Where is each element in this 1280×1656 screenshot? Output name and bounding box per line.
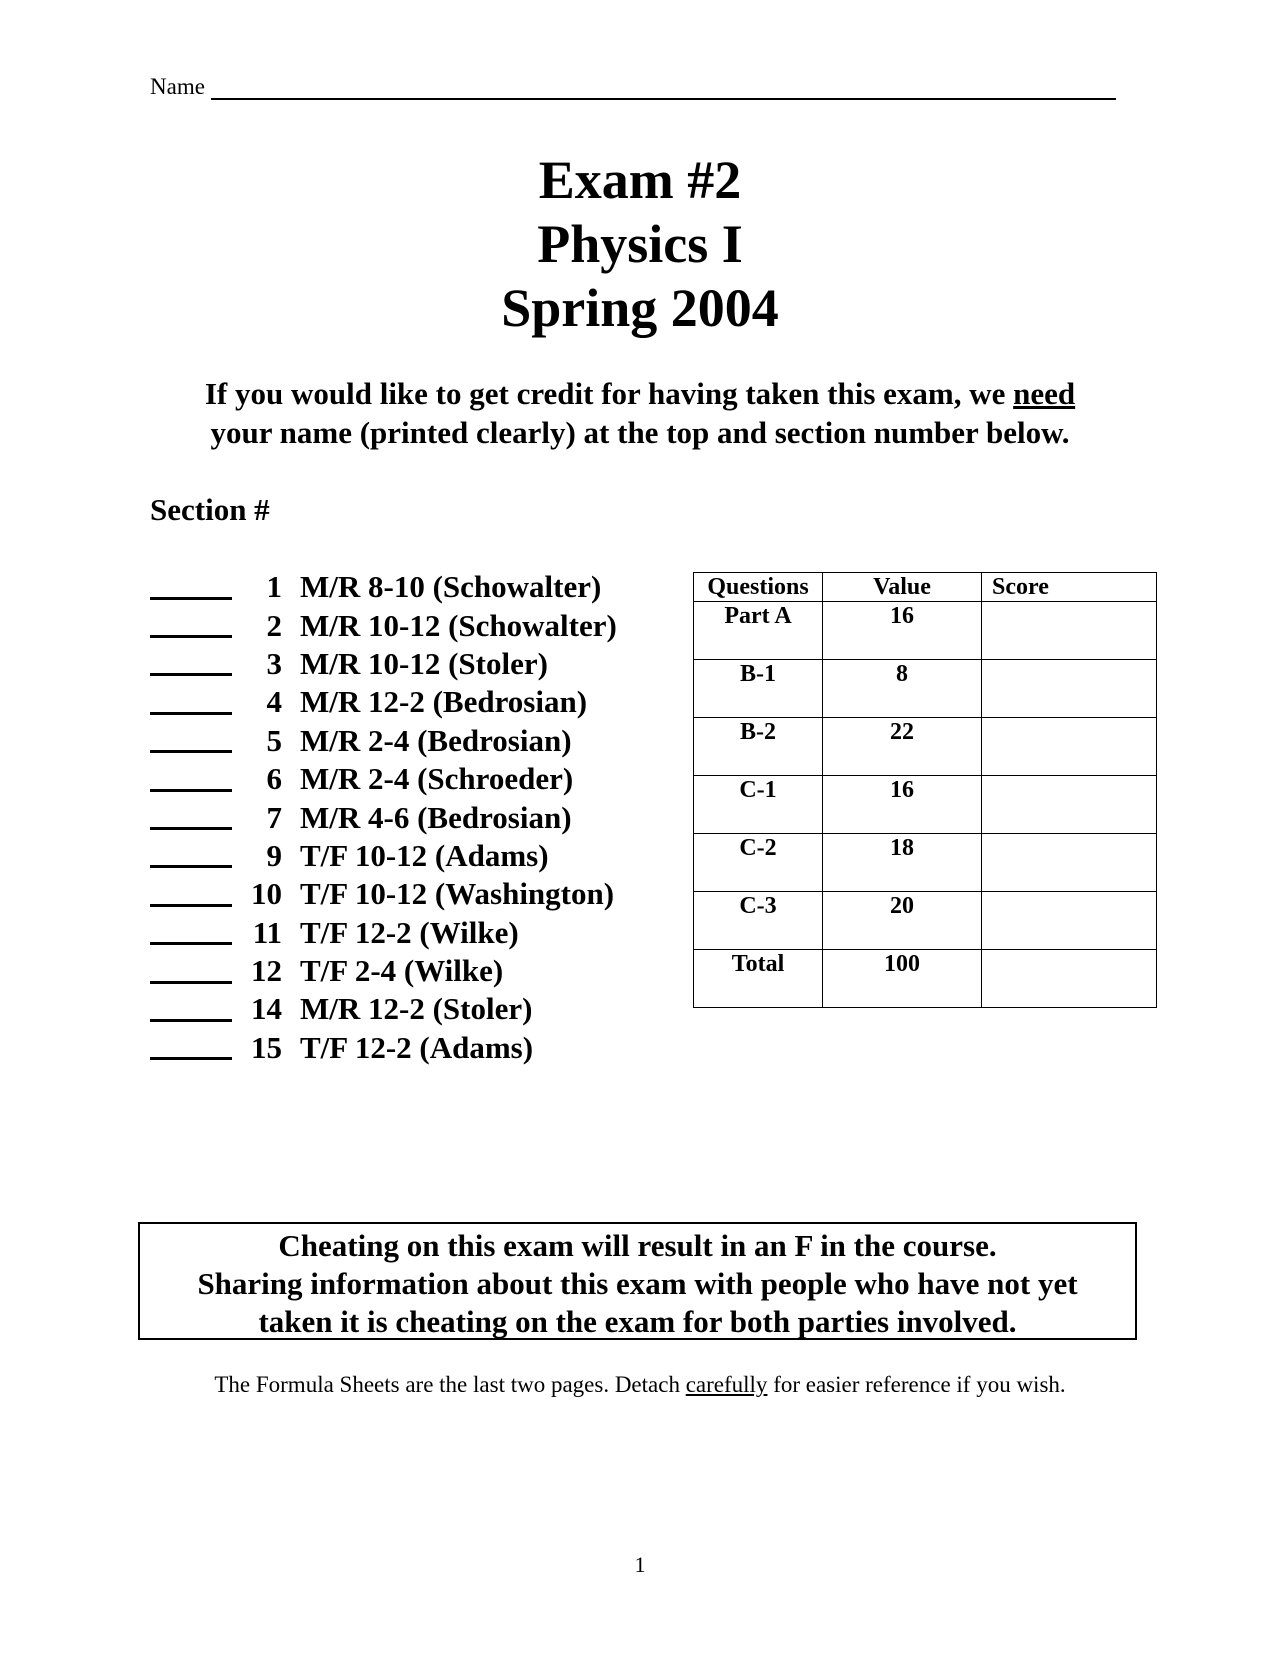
score-cell[interactable] bbox=[982, 660, 1157, 718]
section-option bbox=[150, 952, 617, 990]
score-cell[interactable] bbox=[982, 950, 1157, 1008]
section-heading: Section # bbox=[150, 492, 270, 527]
carefully-emphasis: carefully bbox=[685, 1372, 768, 1397]
section-option bbox=[150, 645, 617, 683]
section-number: 15 bbox=[251, 1029, 282, 1065]
section-check-blank[interactable] bbox=[150, 613, 232, 638]
score-table-row bbox=[694, 660, 1157, 718]
section-label: T/F 12-2 (Adams) bbox=[300, 1029, 534, 1065]
section-option bbox=[150, 1029, 617, 1067]
section-label: M/R 2-4 (Bedrosian) bbox=[300, 722, 572, 758]
section-label: T/F 2-4 (Wilke) bbox=[300, 953, 504, 989]
value-header: Value bbox=[823, 573, 982, 602]
section-number: 12 bbox=[251, 953, 282, 989]
value-cell: 22 bbox=[823, 718, 982, 776]
section-check-blank[interactable] bbox=[150, 1035, 232, 1060]
section-label: M/R 12-2 (Stoler) bbox=[300, 991, 533, 1027]
name-label: Name bbox=[150, 74, 205, 99]
course-name: Physics I bbox=[537, 214, 743, 274]
score-table-row bbox=[694, 950, 1157, 1008]
value-cell: 18 bbox=[823, 834, 982, 892]
cheating-warning-box bbox=[138, 1222, 1137, 1340]
section-number: 2 bbox=[266, 607, 282, 643]
section-option bbox=[150, 914, 617, 952]
term: Spring 2004 bbox=[501, 278, 779, 338]
section-option bbox=[150, 683, 617, 721]
section-check-blank[interactable] bbox=[150, 843, 232, 868]
question-cell: B-1 bbox=[694, 660, 823, 718]
section-number: 7 bbox=[266, 799, 282, 835]
score-cell[interactable] bbox=[982, 602, 1157, 660]
section-number: 9 bbox=[266, 837, 282, 873]
question-cell: Total bbox=[694, 950, 823, 1008]
question-cell: Part A bbox=[694, 602, 823, 660]
section-label: T/F 10-12 (Adams) bbox=[300, 837, 549, 873]
section-check-blank[interactable] bbox=[150, 767, 232, 792]
section-option bbox=[150, 722, 617, 760]
score-table-row bbox=[694, 776, 1157, 834]
value-cell: 8 bbox=[823, 660, 982, 718]
section-check-blank[interactable] bbox=[150, 575, 232, 600]
section-list bbox=[150, 568, 617, 1067]
score-cell[interactable] bbox=[982, 776, 1157, 834]
formula-sheet-note: The Formula Sheets are the last two pages. Detach carefully for easier reference if you wish. bbox=[214, 1372, 1066, 1397]
section-number: 1 bbox=[266, 569, 282, 605]
score-table-header bbox=[694, 573, 1157, 602]
need-emphasis: need bbox=[1013, 376, 1076, 411]
section-check-blank[interactable] bbox=[150, 882, 232, 907]
section-option bbox=[150, 798, 617, 836]
credit-notice-line1: If you would like to get credit for having taken this exam, we need bbox=[204, 376, 1076, 411]
section-option bbox=[150, 875, 617, 913]
section-number: 3 bbox=[266, 645, 282, 681]
name-field-line bbox=[150, 74, 1116, 100]
section-number: 14 bbox=[251, 991, 282, 1027]
credit-notice bbox=[0, 374, 1280, 452]
section-label: M/R 4-6 (Bedrosian) bbox=[300, 799, 572, 835]
value-cell: 20 bbox=[823, 892, 982, 950]
section-label: T/F 12-2 (Wilke) bbox=[300, 914, 519, 950]
score-table-row bbox=[694, 892, 1157, 950]
section-label: M/R 10-12 (Stoler) bbox=[300, 645, 548, 681]
section-number: 11 bbox=[252, 914, 282, 950]
exam-number: Exam #2 bbox=[538, 150, 742, 210]
questions-header: Questions bbox=[694, 573, 823, 602]
section-label: M/R 8-10 (Schowalter) bbox=[300, 569, 602, 605]
section-option bbox=[150, 990, 617, 1028]
section-label: M/R 12-2 (Bedrosian) bbox=[300, 684, 588, 720]
section-check-blank[interactable] bbox=[150, 997, 232, 1022]
section-number: 6 bbox=[266, 761, 282, 797]
score-table bbox=[693, 572, 1157, 1008]
section-number: 10 bbox=[251, 876, 282, 912]
section-check-blank[interactable] bbox=[150, 728, 232, 753]
question-cell: C-3 bbox=[694, 892, 823, 950]
value-cell: 16 bbox=[823, 776, 982, 834]
exam-title bbox=[0, 148, 1280, 340]
section-option bbox=[150, 760, 617, 798]
section-check-blank[interactable] bbox=[150, 651, 232, 676]
section-option bbox=[150, 568, 617, 606]
credit-notice-line2: your name (printed clearly) at the top and section number below. bbox=[210, 415, 1070, 450]
section-label: T/F 10-12 (Washington) bbox=[300, 876, 615, 912]
score-table-row bbox=[694, 834, 1157, 892]
warning-line2: Sharing information about this exam with people who have not yet bbox=[197, 1266, 1078, 1301]
section-label: M/R 2-4 (Schroeder) bbox=[300, 761, 574, 797]
score-header: Score bbox=[982, 573, 1157, 602]
name-blank bbox=[211, 74, 1116, 100]
section-number: 5 bbox=[266, 722, 282, 758]
warning-line1: Cheating on this exam will result in an F in the course. bbox=[278, 1228, 997, 1263]
question-cell: C-2 bbox=[694, 834, 823, 892]
score-cell[interactable] bbox=[982, 834, 1157, 892]
question-cell: B-2 bbox=[694, 718, 823, 776]
section-label: M/R 10-12 (Schowalter) bbox=[300, 607, 617, 643]
score-cell[interactable] bbox=[982, 892, 1157, 950]
section-number: 4 bbox=[266, 684, 282, 720]
score-cell[interactable] bbox=[982, 718, 1157, 776]
score-table-row bbox=[694, 602, 1157, 660]
page-number: 1 bbox=[634, 1552, 646, 1577]
section-check-blank[interactable] bbox=[150, 805, 232, 830]
question-cell: C-1 bbox=[694, 776, 823, 834]
score-table-row bbox=[694, 718, 1157, 776]
value-cell: 100 bbox=[823, 950, 982, 1008]
section-option bbox=[150, 606, 617, 644]
section-check-blank[interactable] bbox=[150, 920, 232, 945]
value-cell: 16 bbox=[823, 602, 982, 660]
warning-line3: taken it is cheating on the exam for both parties involved. bbox=[258, 1304, 1017, 1339]
section-check-blank[interactable] bbox=[150, 959, 232, 984]
section-check-blank[interactable] bbox=[150, 690, 232, 715]
section-option bbox=[150, 837, 617, 875]
